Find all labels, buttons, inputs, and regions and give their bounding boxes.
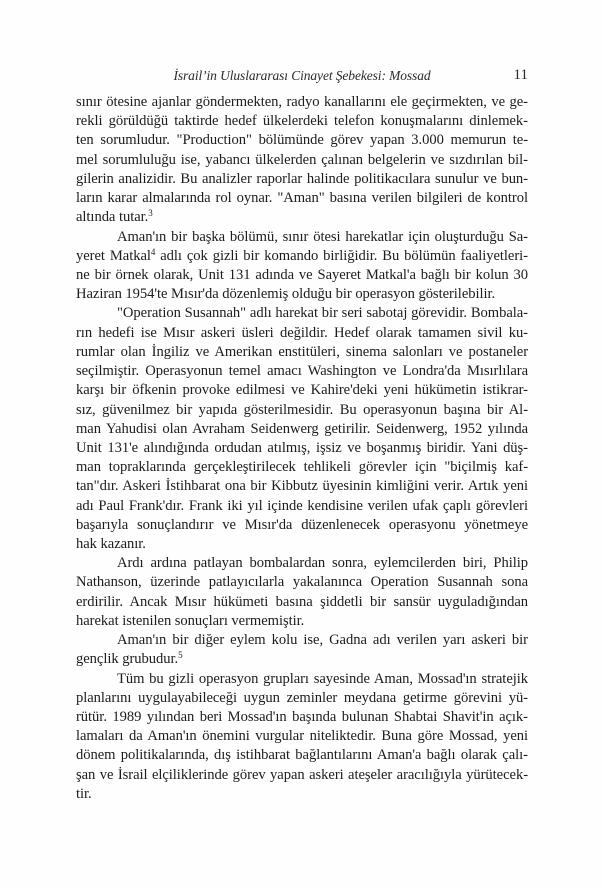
text-line: başarıyla sonuçlandırır ve Mısır'da düzenlenecek operasyonu yönetmeye <box>76 516 528 533</box>
text-line: karşı bir öfkenin provoke edilmesi ve Kahire'deki yeni hükümetin istikrar- <box>76 382 528 399</box>
footnote-marker: 3 <box>148 208 153 219</box>
text-line: seçilmiştir. Operasyonun temel amacı Washington ve Londra'da Mısırlılara <box>76 363 528 380</box>
text-line: harekat istenilen sonuçları vermemiştir. <box>76 612 305 629</box>
text-line: rumlar olan İngiliz ve Amerikan enstitüleri, sinema salonları ve postaneler <box>76 343 528 360</box>
paragraph <box>76 670 528 805</box>
text-line: lamaları da Aman'ın önemini vurgular niteliktedir. Buna göre Mossad, yeni <box>76 728 528 745</box>
text-line: erdirilir. Ancak Mısır hükümeti basına şiddetli bir sansür uyguladığından <box>76 593 528 610</box>
paragraph <box>76 228 528 305</box>
text-line: Nathanson, üzerinde patlayıcılarla yakalanınca Operation Susannah sona <box>76 574 528 591</box>
text-line: şan ve İsrail elçiliklerinde görev yapan askeri ateşeler aracılığıyla yürütecek- <box>76 766 528 783</box>
text-line: sınır ötesine ajanlar göndermekten, radyo kanallarını ele geçirmekten, ve ge- <box>76 94 528 110</box>
text-line: Aman'ın bir başka bölümü, sınır ötesi harekatlar için oluşturduğu Sa- <box>117 228 528 245</box>
footnote-marker: 4 <box>150 246 156 257</box>
text-line: Ardı ardına patlayan bombalardan sonra, eylemcilerden biri, Philip <box>117 555 528 572</box>
footnote-marker: 5 <box>178 650 183 661</box>
text-line: man topraklarında gerçekleştirilecek tehlikeli görevler için "biçilmiş kaf- <box>76 459 528 476</box>
text-line: altında tutar.$^3$ <box>76 208 153 226</box>
paragraph <box>76 631 528 669</box>
text-line: mel sorumluluğu ise, yabancı ülkelerden çalınan belgelerin ve sızdırılan bil- <box>76 151 528 168</box>
text-line: "Operation Susannah" adlı harekat bir seri sabotaj görevidir. Bombala- <box>117 305 528 322</box>
text-line: hak kazanır. <box>76 536 146 553</box>
text-line: tir. <box>76 785 92 802</box>
text-line: Haziran 1954'te Mısır'da dözenlemiş olduğu bir operasyon gösterilebilir. <box>76 286 496 303</box>
running-title: İsrail’in Uluslararası Cinayet Şebekesi: Mossad <box>173 68 431 83</box>
text-line: planlarını uygulayabileceği uygun zeminler meydana getirme görevini yü- <box>76 689 528 706</box>
text-line: rekli görüldüğü taktirde hedef ülkelerdeki telefon konuşmalarını dinlemek- <box>76 113 528 130</box>
paragraph <box>76 554 528 631</box>
text-line: rın hedefi ise Mısır askeri üsleri değildir. Hedef olarak tamamen sivil ku- <box>76 324 528 341</box>
paragraph <box>76 93 528 228</box>
text-line: gilerin analizidir. Bu analizler raporlar halinde politikacılara sunulur ve bun- <box>76 170 528 187</box>
text-line: Unit 131'e alındığında ordudan atılmış, işsiz ve boşanmış biridir. Yani düş- <box>76 439 528 456</box>
text-line: rütür. 1989 yılından beri Mossad'ın başında bulunan Shabtai Shavit'in açık- <box>76 709 528 725</box>
page-number: 11 <box>513 67 528 83</box>
text-line: tan"dır. Askeri İstihbarat ona bir Kibbutz üyesinin kimliğini verir. Artık yeni <box>76 478 528 495</box>
text-line: man Yahudisi olan Avraham Seidenwerg getirilir. Seidenwerg, 1952 yılında <box>76 420 528 437</box>
text-line: Tüm bu gizli operasyon grupları sayesinde Aman, Mossad'ın stratejik <box>117 670 528 687</box>
body-text <box>76 93 528 804</box>
text-line: sız, güvenilmez bir yapıda gösterilmesidir. Bu operasyonun başına bir Al- <box>76 401 528 418</box>
text-line: gençlik grubudur.$^5$ <box>76 650 183 668</box>
text-line: yeret Matkal$^4$ adlı çok gizli bir komando birliğidir. Bu bölümün faaliyetleri- <box>76 246 528 264</box>
text-line: dönem politikalarında, dış istihbarat bağlantılarını Aman'a bağlı olarak çalı- <box>76 747 528 764</box>
text-line: adı Paul Frank'dır. Frank iki yıl içinde kendisine verilen ufak çaplı görevleri <box>76 497 528 514</box>
text-line: Aman'ın bir diğer eylem kolu ise, Gadna adı verilen yarı askeri bir <box>117 632 528 649</box>
text-line: ten sorumludur. "Production" bölümünde görev yapan 3.000 memurun te- <box>76 132 528 149</box>
paragraph <box>76 304 528 554</box>
text-line: ne bir örnek olarak, Unit 131 adında ve Sayeret Matkal'a bağlı bir kolun 30 <box>76 266 528 283</box>
text-line: ların karar almalarında rol oynar. "Aman" basına verilen bilgileri de kontrol <box>76 190 528 207</box>
running-header <box>76 68 528 88</box>
